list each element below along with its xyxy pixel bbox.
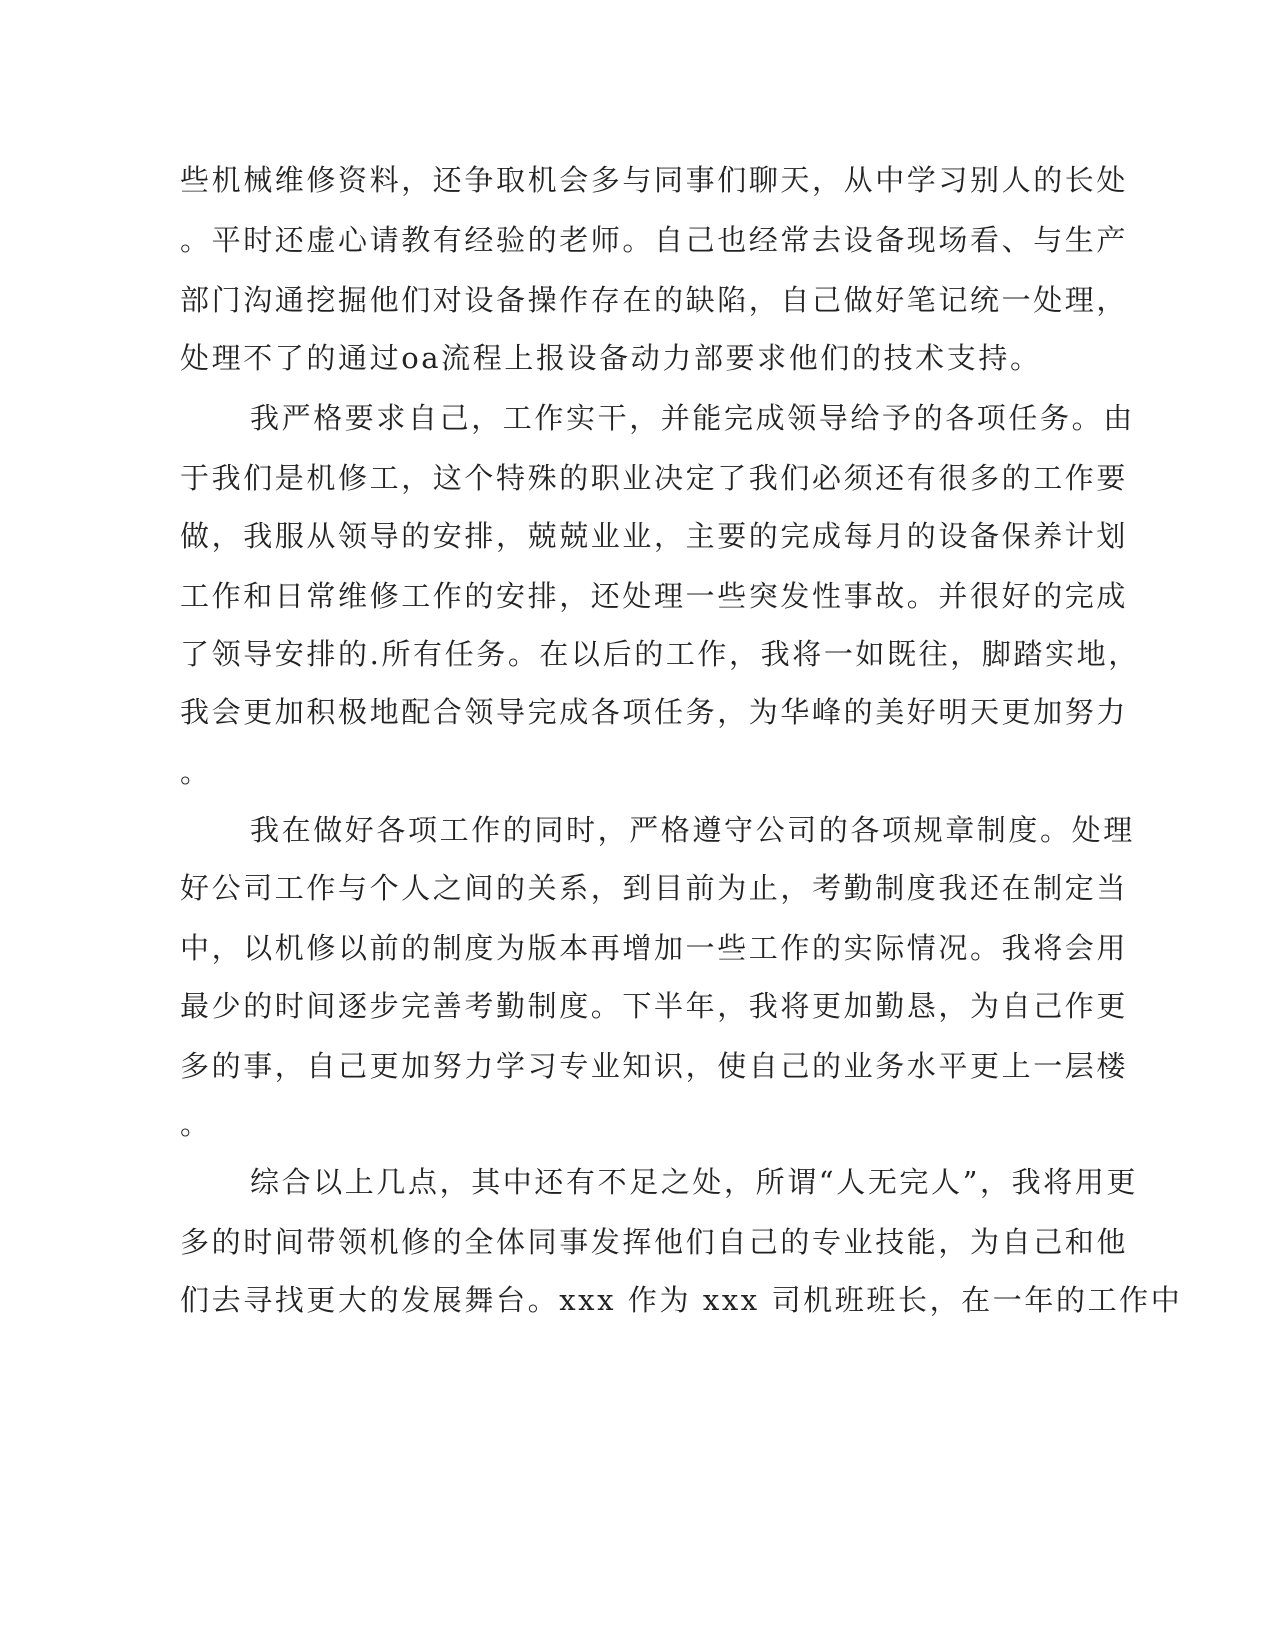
- text-line: 。: [180, 755, 212, 789]
- text-line: 我在做好各项工作的同时，严格遵守公司的各项规章制度。处理: [250, 813, 1135, 847]
- text-line: 些机械维修资料，还争取机会多与同事们聊天，从中学习别人的长处: [180, 163, 1129, 197]
- text-line: 。平时还虚心请教有经验的老师。自己也经常去设备现场看、与生产: [180, 223, 1129, 257]
- text-line: 做，我服从领导的安排，兢兢业业，主要的完成每月的设备保养计划: [180, 519, 1129, 553]
- text-line: 我严格要求自己，工作实干，并能完成领导给予的各项任务。由: [250, 401, 1135, 435]
- text-line: 处理不了的通过oa流程上报设备动力部要求他们的技术支持。: [180, 341, 1042, 375]
- text-line: 最少的时间逐步完善考勤制度。下半年，我将更加勤恳，为自己作更: [180, 989, 1129, 1023]
- text-line: 了领导安排的.所有任务。在以后的工作，我将一如既往，脚踏实地，: [180, 637, 1140, 671]
- text-line: 中，以机修以前的制度为版本再增加一些工作的实际情况。我将会用: [180, 931, 1129, 965]
- text-line: 们去寻找更大的发展舞台。xxx 作为 xxx 司机班班长，在一年的工作中: [180, 1283, 1183, 1317]
- text-line: 好公司工作与个人之间的关系，到目前为止，考勤制度我还在制定当: [180, 871, 1129, 905]
- text-line: 工作和日常维修工作的安排，还处理一些突发性事故。并很好的完成: [180, 579, 1129, 613]
- text-line: 综合以上几点，其中还有不足之处，所谓“人无完人”，我将用更: [250, 1165, 1139, 1199]
- text-line: 。: [180, 1107, 212, 1141]
- text-line: 部门沟通挖掘他们对设备操作存在的缺陷，自己做好笔记统一处理，: [180, 283, 1129, 317]
- text-line: 于我们是机修工，这个特殊的职业决定了我们必须还有很多的工作要: [180, 461, 1129, 495]
- text-line: 多的事，自己更加努力学习专业知识，使自己的业务水平更上一层楼: [180, 1049, 1129, 1083]
- text-line: 我会更加积极地配合领导完成各项任务，为华峰的美好明天更加努力: [180, 695, 1129, 729]
- text-line: 多的时间带领机修的全体同事发挥他们自己的专业技能，为自己和他: [180, 1225, 1129, 1259]
